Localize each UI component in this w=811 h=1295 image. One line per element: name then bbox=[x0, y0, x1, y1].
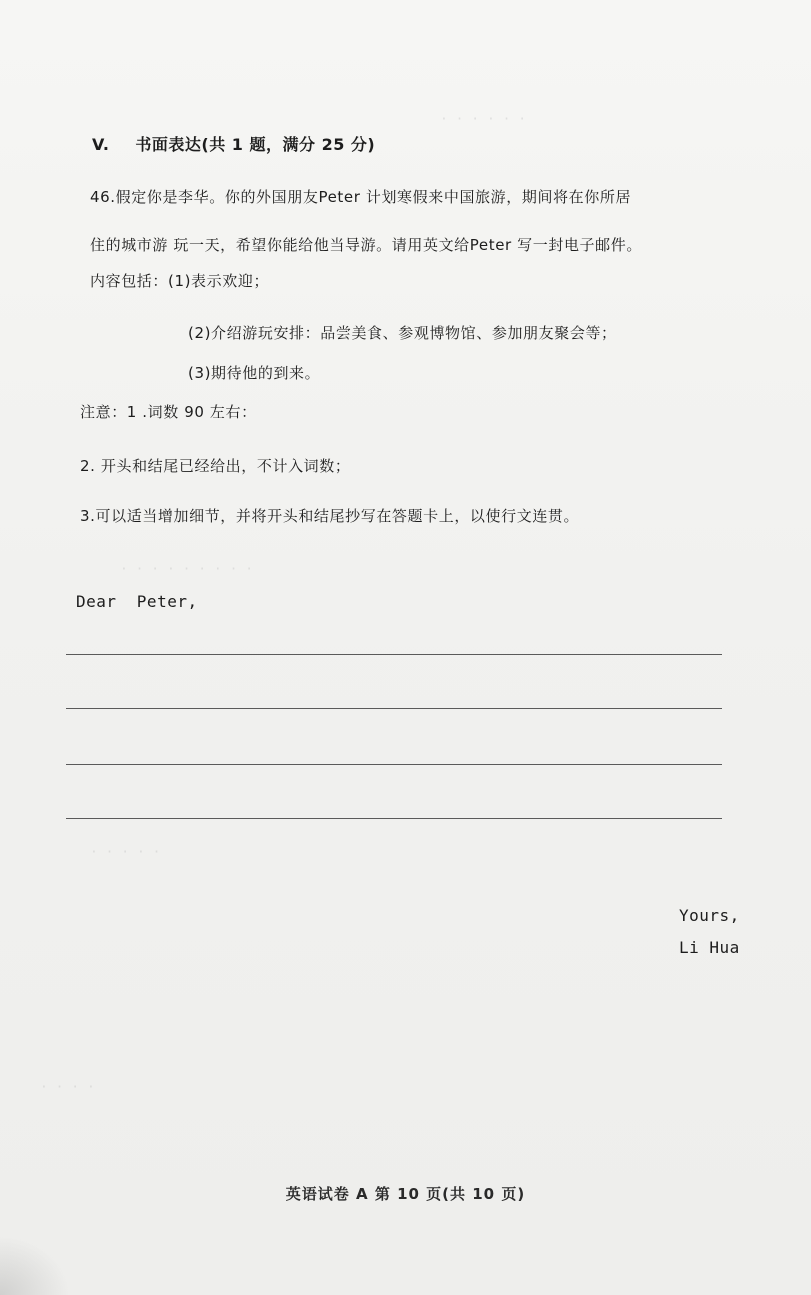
answer-line bbox=[66, 708, 722, 709]
content-requirements-label: 内容包括：(1)表示欢迎； bbox=[90, 272, 270, 290]
section-number: V. bbox=[92, 135, 110, 154]
bleed-through-text: · · · · · · · · · bbox=[120, 562, 254, 577]
letter-signature: Li Hua bbox=[679, 938, 740, 957]
note-item-3: 3.可以适当增加细节，并将开头和结尾抄写在答题卡上，以使行文连贯。 bbox=[80, 507, 580, 525]
question-prompt-line-2: 住的城市游 玩一天，希望你能给他当导游。请用英文给Peter 写一封电子邮件。 bbox=[90, 236, 642, 254]
note-label: 注意：1 .词数 90 左右： bbox=[80, 403, 257, 421]
bleed-through-text: · · · · bbox=[40, 1080, 95, 1095]
content-requirement-item-2: (2)介绍游玩安排：品尝美食、参观博物馆、参加朋友聚会等； bbox=[188, 324, 617, 342]
letter-closing: Yours, bbox=[679, 906, 740, 925]
section-heading bbox=[92, 132, 375, 155]
answer-line bbox=[66, 654, 722, 655]
question-prompt-line-1: 46.假定你是李华。你的外国朋友Peter 计划寒假来中国旅游，期间将在你所居 bbox=[90, 188, 632, 206]
content-requirement-item-3: (3)期待他的到来。 bbox=[188, 364, 321, 382]
answer-line bbox=[66, 818, 722, 819]
answer-line bbox=[66, 764, 722, 765]
note-item-2: 2. 开头和结尾已经给出，不计入词数； bbox=[80, 457, 351, 475]
page-footer: 英语试卷 A 第 10 页(共 10 页) bbox=[285, 1185, 526, 1203]
page-shadow bbox=[0, 1235, 70, 1295]
section-title: 书面表达(共 1 题，满分 25 分) bbox=[135, 135, 376, 154]
bleed-through-text: · · · · · · bbox=[440, 112, 527, 127]
letter-greeting: Dear Peter, bbox=[76, 592, 198, 611]
bleed-through-text: · · · · · bbox=[90, 845, 161, 860]
